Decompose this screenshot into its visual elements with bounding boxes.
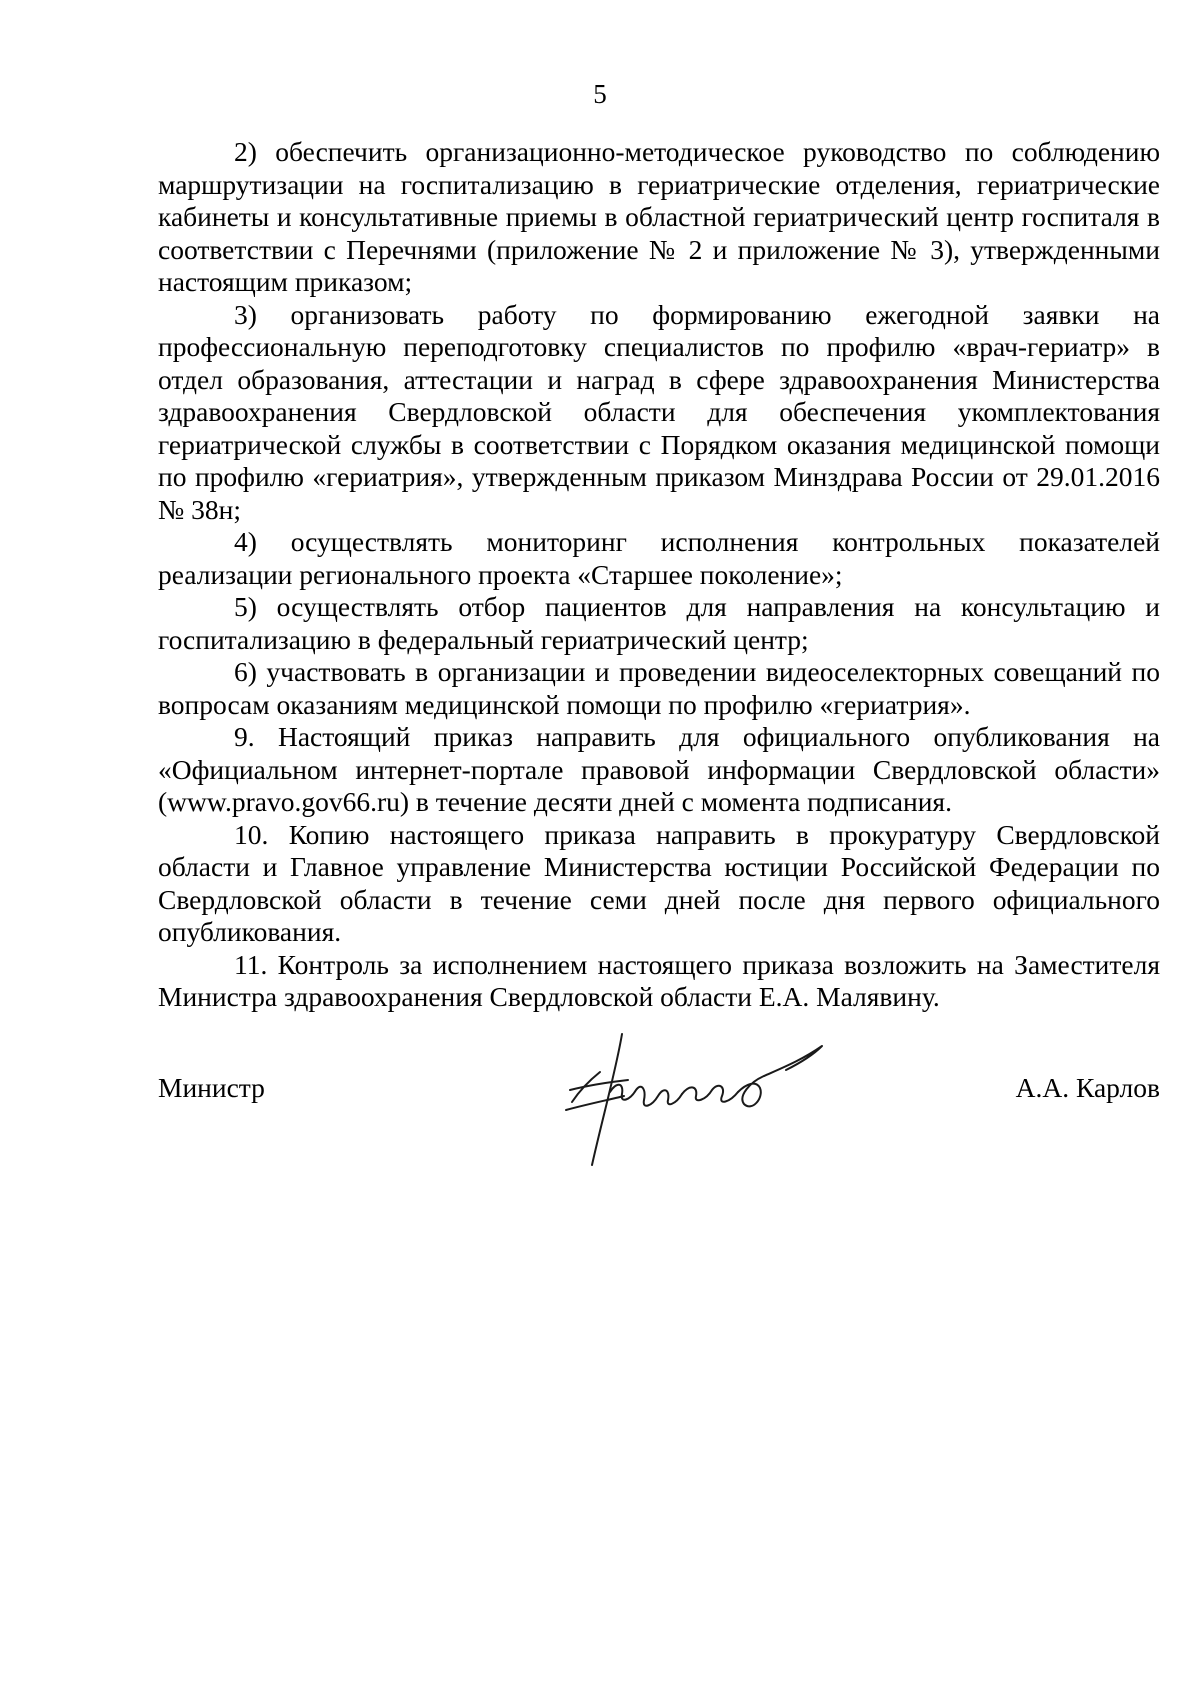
paragraph-point-11: 11. Контроль за исполнением настоящего приказа возложить на Заместителя Министра здравоохранения Свердловской области Е.А. Малявину. (158, 948, 1160, 1012)
signatory-name: А.А. Карлов (1015, 1072, 1160, 1103)
paragraph-item-4: 4) осуществлять мониторинг исполнения контрольных показателей реализации регионального проекта «Старшее поколение»; (158, 526, 1160, 590)
handwritten-signature (550, 1030, 850, 1170)
signatory-title: Министр (158, 1072, 265, 1103)
paragraph-item-2: 2) обеспечить организационно-методическое руководство по соблюдению маршрутизации на госпитализацию в гериатрические отделения, гериатрические кабинеты и консультативные приемы в областной гериатрический центр госпиталя в соответствии с Перечнями (приложение № 2 и приложение № 3), утвержденными настоящим приказом; (158, 136, 1160, 297)
paragraph-item-5: 5) осуществлять отбор пациентов для направления на консультацию и госпитализацию в федеральный гериатрический центр; (158, 591, 1160, 655)
document-body (158, 136, 1160, 1014)
paragraph-item-6: 6) участвовать в организации и проведении видеоселекторных совещаний по вопросам оказаниям медицинской помощи по профилю «гериатрия». (158, 656, 1160, 720)
paragraph-item-3: 3) организовать работу по формированию ежегодной заявки на профессиональную переподготовку специалистов по профилю «врач-гериатр» в отдел образования, аттестации и наград в сфере здравоохранения Министерства здравоохранения Свердловской области для обеспечения укомплектования гериатрической службы в соответствии с Порядком оказания медицинской помощи по профилю «гериатрия», утвержденным приказом Минздрава России от 29.01.2016 № 38н; (158, 298, 1160, 525)
paragraph-point-9: 9. Настоящий приказ направить для официального опубликования на «Официальном интернет-портале правовой информации Свердловской области» (www.pravo.gov66.ru) в течение десяти дней с момента подписания. (158, 721, 1160, 817)
paragraph-point-10: 10. Копию настоящего приказа направить в прокуратуру Свердловской области и Главное управление Министерства юстиции Российской Федерации по Свердловской области в течение семи дней после дня первого официального опубликования. (158, 818, 1160, 947)
page-number: 5 (593, 79, 607, 109)
